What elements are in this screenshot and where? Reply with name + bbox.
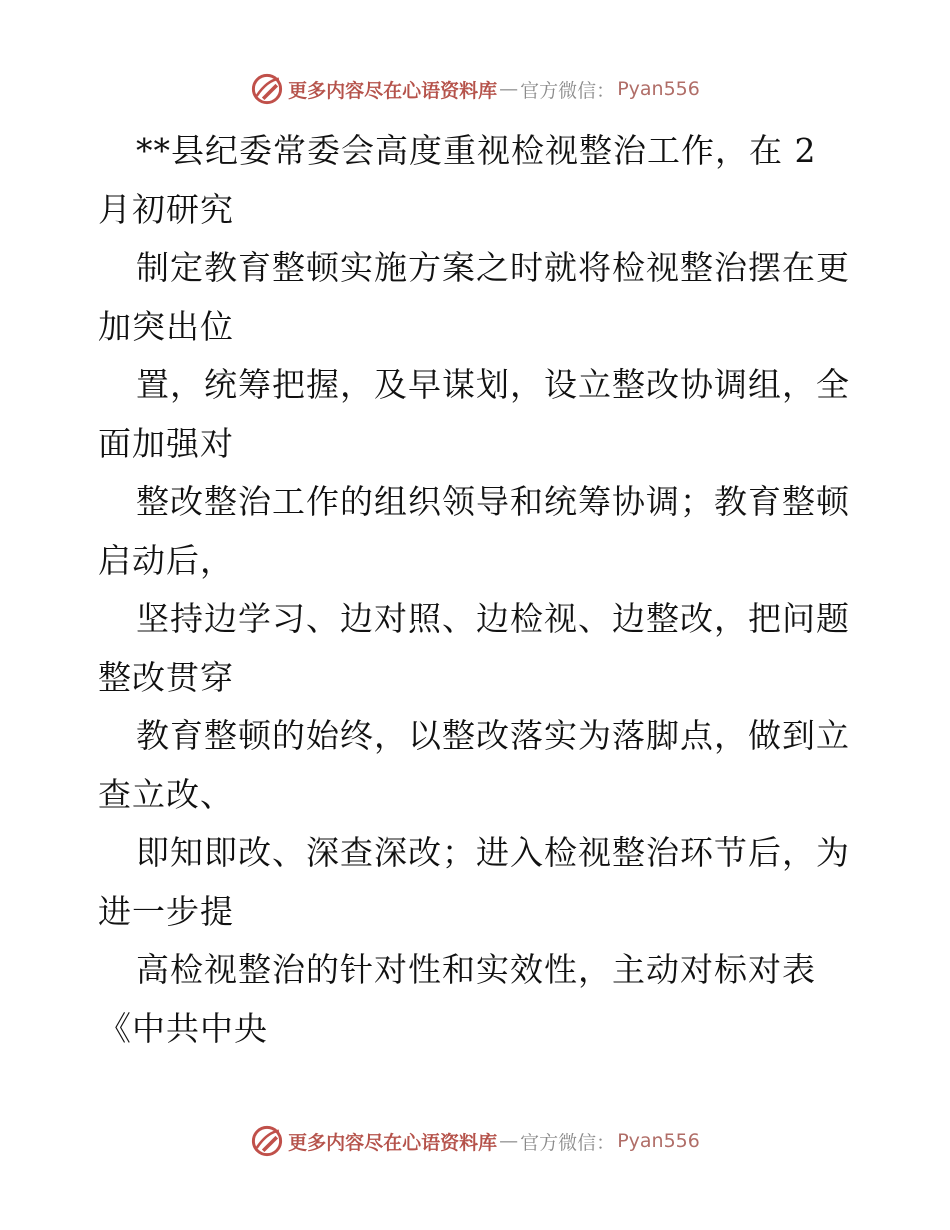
watermark-wechat-id: Pyan556 — [617, 78, 700, 100]
body-line: 即知即改、深查深改；进入检视整治环节后，为 — [136, 833, 850, 872]
body-line: 《中共中央 — [98, 1008, 268, 1048]
body-line: 置，统筹把握，及早谋划，设立整改协调组，全 — [136, 365, 850, 404]
body-line: 查立改、 — [98, 774, 234, 814]
watermark-main-text: 更多内容尽在心语资料库 — [288, 1131, 498, 1154]
watermark-wechat-id: Pyan556 — [617, 1130, 700, 1152]
body-line: 制定教育整顿实施方案之时就将检视整治摆在更 — [136, 248, 850, 287]
body-line: 坚持边学习、边对照、边检视、边整改，把问题 — [136, 599, 850, 638]
body-line: 教育整顿的始终，以整改落实为落脚点，做到立 — [136, 716, 850, 755]
body-line: 高检视整治的针对性和实效性，主动对标对表 — [136, 950, 816, 989]
red-circle-pen-logo-icon — [250, 1124, 284, 1158]
watermark-separator: — — [499, 1130, 519, 1152]
watermark-sub-text: 官方微信： — [520, 1131, 616, 1154]
body-line: 启动后， — [98, 540, 234, 580]
body-line: 面加强对 — [98, 423, 234, 463]
watermark-sub-text: 官方微信： — [520, 79, 616, 102]
red-circle-pen-logo-icon — [250, 72, 284, 106]
body-line: 加突出位 — [98, 306, 234, 346]
body-line: 月初研究 — [98, 189, 234, 229]
body-line: 整改贯穿 — [98, 657, 234, 697]
watermark-main-text: 更多内容尽在心语资料库 — [288, 79, 498, 102]
body-line: 进一步提 — [98, 891, 234, 931]
body-line: 整改整治工作的组织领导和统筹协调；教育整顿 — [136, 482, 850, 521]
document-body — [98, 122, 858, 1058]
body-line: **县纪委常委会高度重视检视整治工作，在 2 — [136, 131, 817, 170]
header-watermark — [0, 72, 950, 106]
footer-watermark — [0, 1124, 950, 1158]
watermark-separator: — — [499, 78, 519, 100]
